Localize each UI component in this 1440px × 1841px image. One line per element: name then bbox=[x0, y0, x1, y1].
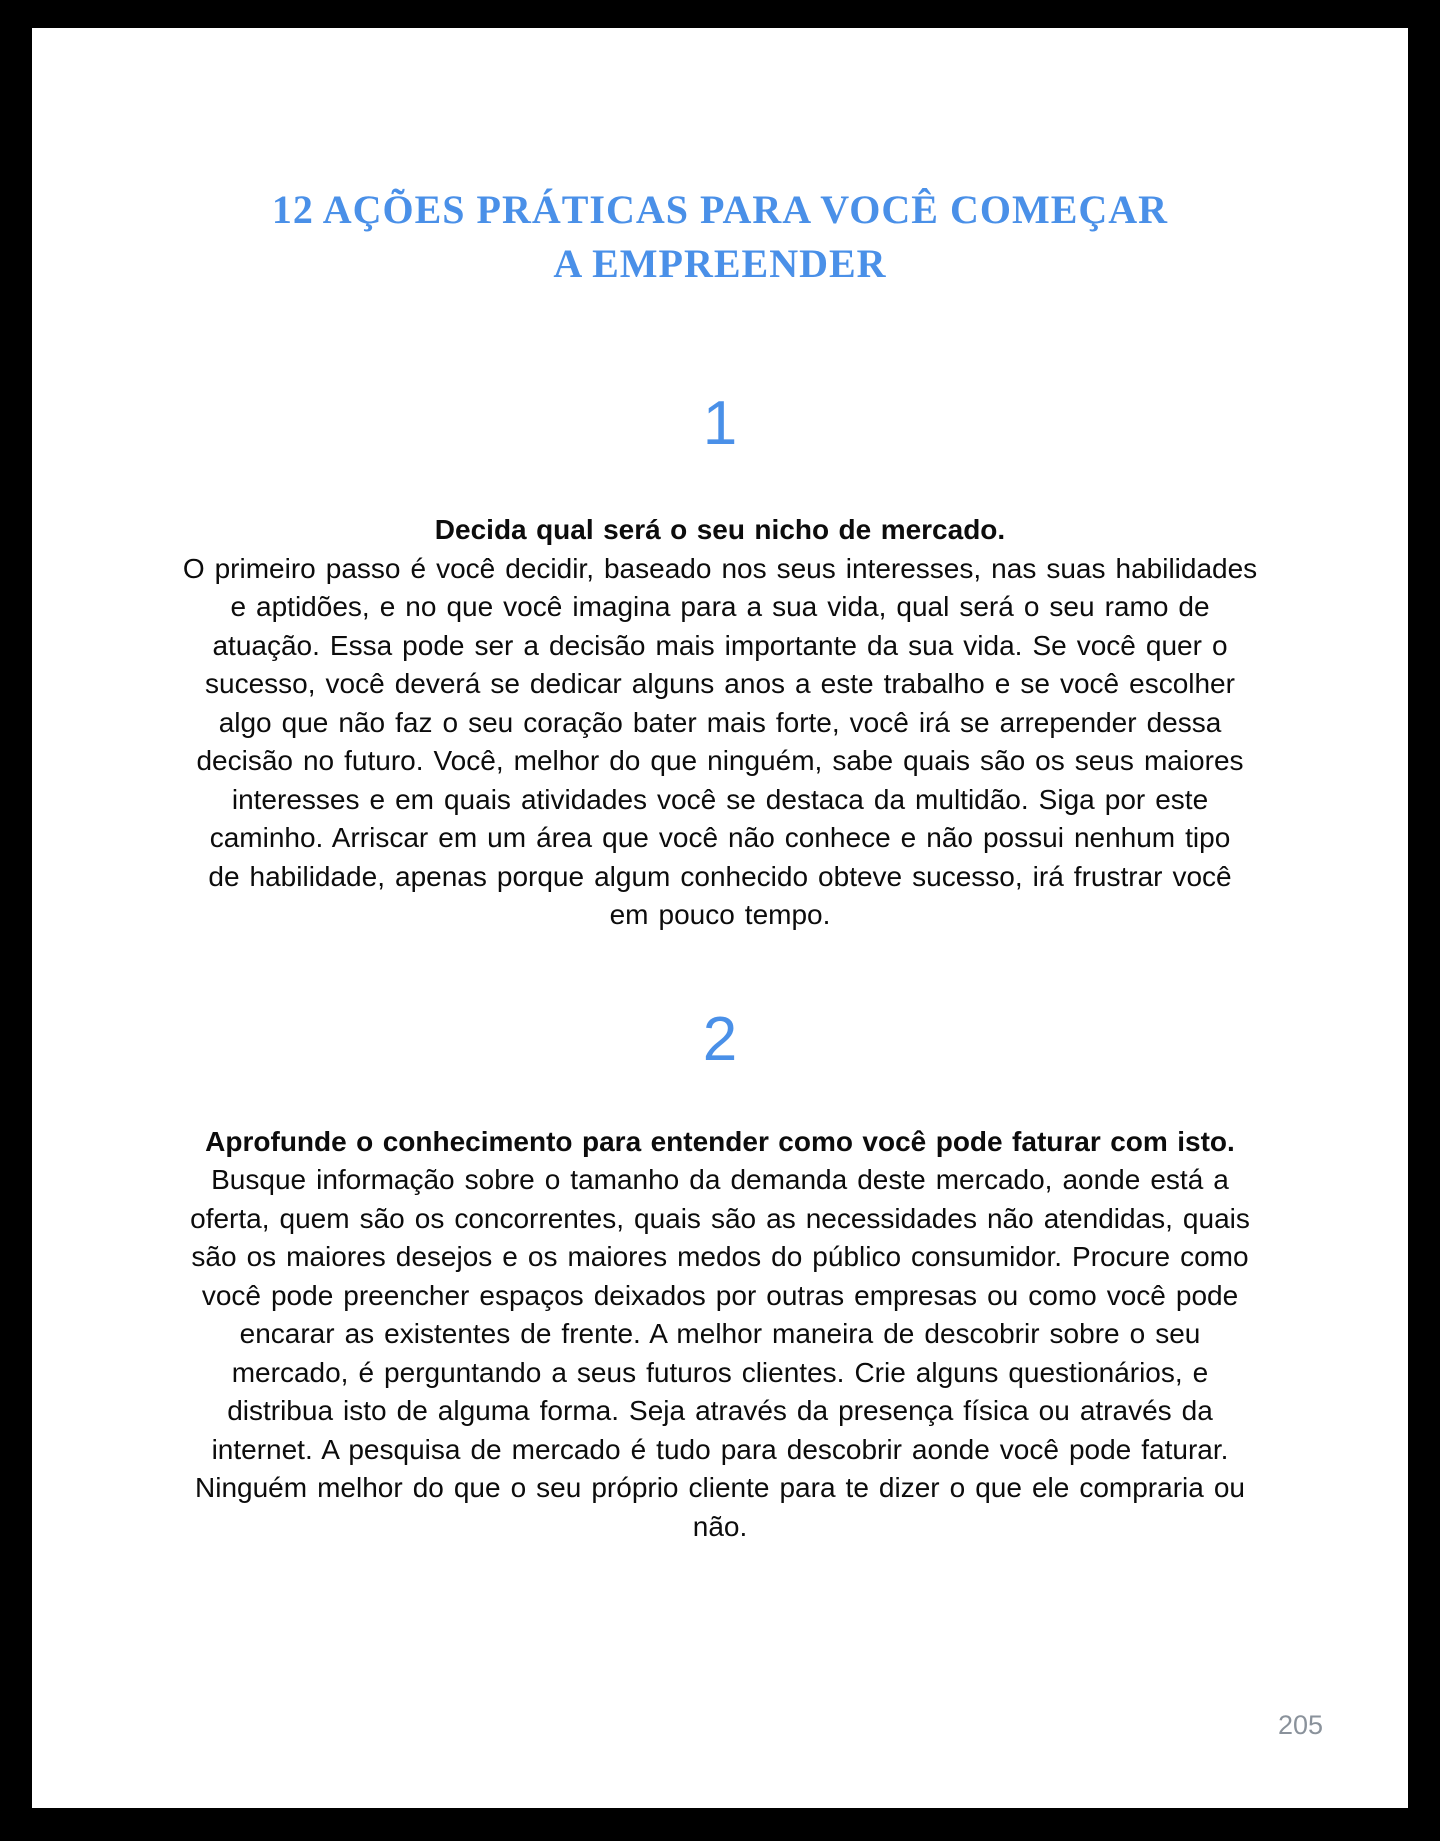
paragraph-line: Busque informação sobre o tamanho da demanda deste mercado, aonde está a bbox=[211, 1164, 1229, 1195]
paragraph-line: internet. A pesquisa de mercado é tudo para descobrir aonde você pode faturar. bbox=[211, 1433, 1229, 1465]
paragraph-line: e aptidões, e no que você imagina para a sua vida, qual será o seu ramo de bbox=[230, 591, 1210, 622]
paragraph-line: oferta, quem são os concorrentes, quais são as necessidades não atendidas, quais bbox=[190, 1202, 1250, 1234]
paragraph-line: encarar as existentes de frente. A melhor maneira de descobrir sobre o seu bbox=[239, 1318, 1201, 1349]
section-1-heading: Decida qual será o seu nicho de mercado. bbox=[434, 514, 1006, 545]
paragraph-line: atuação. Essa pode ser a decisão mais importante da sua vida. Se você quer o bbox=[212, 629, 1228, 661]
page-title-line-1: 12 AÇÕES PRÁTICAS PARA VOCÊ COMEÇAR bbox=[271, 187, 1169, 232]
paragraph-line: caminho. Arriscar em um área que você não conhece e não possui nenhum tipo bbox=[209, 822, 1231, 853]
page-title-line-2: A EMPREENDER bbox=[553, 241, 887, 286]
paragraph-line: são os maiores desejos e os maiores medos do público consumidor. Procure como bbox=[191, 1241, 1249, 1272]
paragraph-line: decisão no futuro. Você, melhor do que ninguém, sabe quais são os seus maiores bbox=[196, 745, 1244, 776]
paragraph-line: você pode preencher espaços deixados por outras empresas ou como você pode bbox=[201, 1279, 1239, 1311]
section-2-paragraph bbox=[130, 1161, 1310, 1546]
paragraph-line: mercado, é perguntando a seus futuros clientes. Crie alguns questionários, e bbox=[231, 1356, 1209, 1388]
paragraph-line: interesses e em quais atividades você se destaca da multidão. Siga por este bbox=[231, 783, 1209, 815]
paragraph-line: algo que não faz o seu coração bater mais forte, você irá se arrepender dessa bbox=[218, 706, 1222, 738]
page-title bbox=[32, 28, 1408, 291]
paragraph-line: em pouco tempo. bbox=[609, 899, 831, 930]
page-number: 205 bbox=[1277, 1710, 1323, 1740]
section-1-number: 1 bbox=[702, 389, 738, 458]
paragraph-line: distribua isto de alguma forma. Seja através da presença física ou através da bbox=[227, 1395, 1213, 1426]
paragraph-line: sucesso, você deverá se dedicar alguns anos a este trabalho e se você escolher bbox=[205, 668, 1235, 699]
paragraph-line: O primeiro passo é você decidir, baseado nos seus interesses, nas suas habilidades bbox=[182, 552, 1258, 584]
paragraph-line: Ninguém melhor do que o seu próprio cliente para te dizer o que ele compraria ou bbox=[195, 1472, 1245, 1503]
section-2-number: 2 bbox=[702, 1004, 738, 1074]
section-2-heading: Aprofunde o conhecimento para entender como você pode faturar com isto. bbox=[205, 1125, 1235, 1157]
document-page bbox=[32, 28, 1408, 1808]
paragraph-line: de habilidade, apenas porque algum conhecido obteve sucesso, irá frustrar você bbox=[208, 860, 1232, 892]
section-1-paragraph bbox=[130, 550, 1310, 935]
paragraph-line: não. bbox=[692, 1510, 748, 1542]
section-1 bbox=[130, 391, 1310, 935]
section-2 bbox=[130, 1004, 1310, 1547]
